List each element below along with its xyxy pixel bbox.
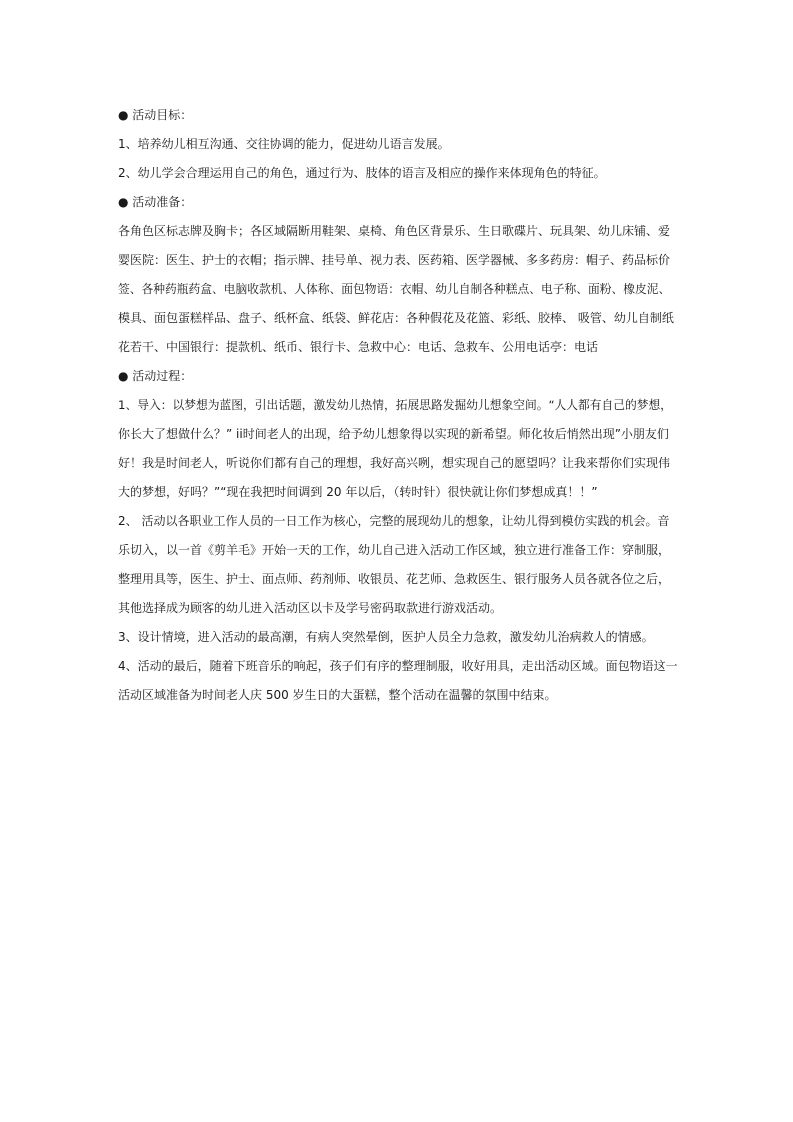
process-step-1-line-3: 好！我是时间老人，听说你们都有自己的理想，我好高兴咧，想实现自己的愿望吗？让我来帮你们实现伟	[118, 456, 671, 470]
process-step-2-line-2: 乐切入，以一首《剪羊毛》开始一天的工作，幼儿自己进入活动工作区域，独立进行准备工作：穿制服，	[118, 543, 671, 557]
goal-line-2: 2、幼儿学会合理运用自己的角色，通过行为、肢体的语言及相应的操作来体现角色的特征。	[118, 166, 606, 180]
preparation-line-5: 花若干、中国银行：提款机、纸币、银行卡、急救中心：电话、急救车、公用电话亭：电话	[118, 340, 599, 354]
process-step-4-line-1: 4、活动的最后，随着下班音乐的响起，孩子们有序的整理制服，收好用具，走出活动区域。面包物语这一	[118, 659, 678, 673]
process-step-2-line-3: 整理用具等，医生、护士、面点师、药剂师、收银员、花艺师、急救医生、银行服务人员各就各位之后，	[118, 572, 671, 586]
heading-activity-process: ● 活动过程：	[118, 369, 193, 383]
preparation-line-4: 模具、面包蛋糕样品、盘子、纸杯盒、纸袋、鲜花店：各种假花及花篮、彩纸、胶棒、 吸管、幼儿自制纸	[118, 311, 674, 325]
process-step-1-line-1: 1、导入：以梦想为蓝图，引出话题，激发幼儿热情，拓展思路发掘幼儿想象空间。“人人都有自己的梦想，	[118, 398, 673, 412]
preparation-line-3: 签、各种药瓶药盒、电脑收款机、人体称、面包物语：衣帽、幼儿自制各种糕点、电子称、面粉、橡皮泥、	[118, 282, 671, 296]
heading-activity-goals: ● 活动目标：	[118, 108, 193, 122]
goal-line-1: 1、培养幼儿相互沟通、交往协调的能力，促进幼儿语言发展。	[118, 137, 450, 151]
process-step-4-line-2: 活动区域准备为时间老人庆 500 岁生日的大蛋糕，整个活动在温馨的氛围中结束。	[118, 688, 557, 702]
process-step-1-line-2: 你长大了想做什么？” ii时间老人的出现，给予幼儿想象得以实现的新希望。师化妆后悄然出现”小朋友们	[118, 427, 669, 441]
document-body	[118, 101, 680, 710]
process-step-2-line-4: 其他选择成为顾客的幼儿进入活动区以卡及学号密码取款进行游戏活动。	[118, 601, 503, 615]
preparation-line-2: 婴医院：医生、护士的衣帽；指示牌、挂号单、视力表、医药箱、医学器械、多多药房：帽子、药品标价	[118, 253, 671, 267]
process-step-2-line-1: 2、 活动以各职业工作人员的一日工作为核心，完整的展现幼儿的想象，让幼儿得到模仿实践的机会。音	[118, 514, 670, 528]
process-step-3-line-1: 3、设计情境，进入活动的最高潮，有病人突然晕倒，医护人员全力急救，激发幼儿治病救人的情感。	[118, 630, 654, 644]
preparation-line-1: 各角色区标志牌及胸卡；各区域隔断用鞋架、桌椅、角色区背景乐、生日歌碟片、玩具架、幼儿床铺、爱	[118, 224, 671, 238]
process-step-1-line-4: 大的梦想，好吗？”“现在我把时间调到 20 年以后，（转时针）很快就让你们梦想成真！！”	[118, 485, 598, 499]
heading-activity-preparation: ● 活动准备：	[118, 195, 193, 209]
